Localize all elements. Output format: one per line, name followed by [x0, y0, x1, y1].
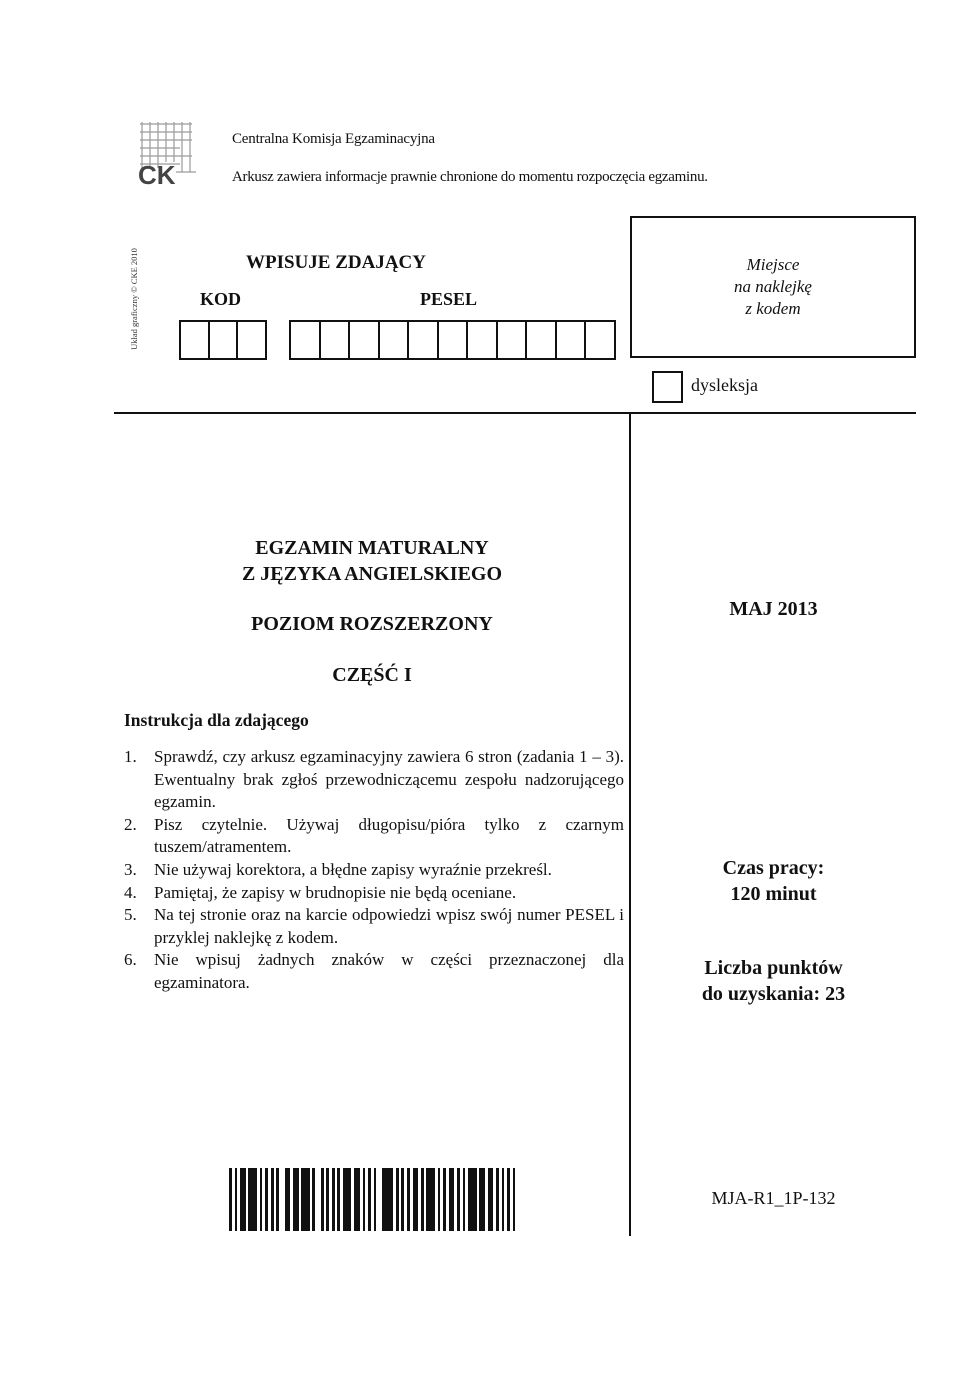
- sticker-text-line: Miejsce: [746, 255, 800, 274]
- exam-duration: Czas pracy: 120 minut: [722, 857, 825, 905]
- exam-title: EGZAMIN MATURALNY Z JĘZYKA ANGIELSKIEGO: [241, 537, 503, 585]
- kod-digit-box[interactable]: [238, 322, 267, 358]
- horizontal-divider: [114, 412, 916, 414]
- pesel-digit-box[interactable]: [380, 322, 410, 358]
- svg-text:CK: CK: [138, 160, 176, 188]
- cke-logo-icon: [136, 118, 200, 188]
- kod-label: KOD: [200, 289, 242, 309]
- instructions-list: [124, 746, 624, 995]
- instruction-item: 4. Pamiętaj, że zapisy w brudnopisie nie będą oceniane.: [124, 882, 517, 902]
- max-points: Liczba punktów do uzyskania: 23: [701, 957, 846, 1005]
- pesel-digit-box[interactable]: [439, 322, 469, 358]
- instruction-item: 6. Nie wpisuj żadnych znaków w części przeznaczonej dla egzaminatora.: [124, 950, 624, 992]
- sticker-text-line: na naklejkę: [734, 277, 812, 296]
- pesel-digit-box[interactable]: [498, 322, 528, 358]
- dyslexia-checkbox[interactable]: [652, 371, 683, 403]
- instruction-item: 5. Na tej stronie oraz na karcie odpowiedzi wpisz swój numer PESEL i przyklej naklejkę z kodem.: [124, 905, 624, 947]
- confidentiality-notice: Arkusz zawiera informacje prawnie chronione do momentu rozpoczęcia egzaminu.: [232, 169, 708, 185]
- pesel-digit-box[interactable]: [527, 322, 557, 358]
- pesel-digit-box[interactable]: [409, 322, 439, 358]
- barcode-icon: [229, 1168, 515, 1231]
- pesel-label: PESEL: [420, 289, 478, 309]
- pesel-digit-box[interactable]: [557, 322, 587, 358]
- instruction-item: 3. Nie używaj korektora, a błędne zapisy wyraźnie przekreśl.: [124, 859, 552, 879]
- exam-part: CZĘŚĆ I: [332, 664, 412, 686]
- exam-date: MAJ 2013: [729, 598, 818, 620]
- pesel-digit-box[interactable]: [586, 322, 616, 358]
- pesel-input-boxes[interactable]: [289, 320, 616, 360]
- pesel-digit-box[interactable]: [321, 322, 351, 358]
- pesel-digit-box[interactable]: [468, 322, 498, 358]
- exam-level: POZIOM ROZSZERZONY: [251, 613, 493, 635]
- pesel-digit-box[interactable]: [291, 322, 321, 358]
- kod-digit-box[interactable]: [181, 322, 210, 358]
- instruction-item: 2. Pisz czytelnie. Używaj długopisu/pióra tylko z czarnym tuszem/atramentem.: [124, 814, 624, 857]
- dyslexia-label: dysleksja: [691, 375, 758, 395]
- instructions-heading: Instrukcja dla zdającego: [124, 710, 309, 730]
- copyright-note: Układ graficzny © CKE 2010: [129, 248, 139, 350]
- kod-digit-box[interactable]: [210, 322, 239, 358]
- kod-input-boxes[interactable]: [179, 320, 267, 360]
- organization-name: Centralna Komisja Egzaminacyjna: [232, 131, 435, 147]
- barcode-bar: [513, 1168, 516, 1231]
- pesel-digit-box[interactable]: [350, 322, 380, 358]
- instruction-item: 1. Sprawdź, czy arkusz egzaminacyjny zawiera 6 stron (zadania 1 – 3). Ewentualny brak zgłoś przewodniczącemu zespołu nadzorującego egzamin.: [124, 747, 624, 812]
- exam-code: MJA-R1_1P-132: [711, 1188, 836, 1208]
- sticker-placeholder-box: [630, 216, 916, 358]
- candidate-section-heading: WPISUJE ZDAJĄCY: [246, 252, 426, 273]
- sticker-text-line: z kodem: [745, 299, 801, 318]
